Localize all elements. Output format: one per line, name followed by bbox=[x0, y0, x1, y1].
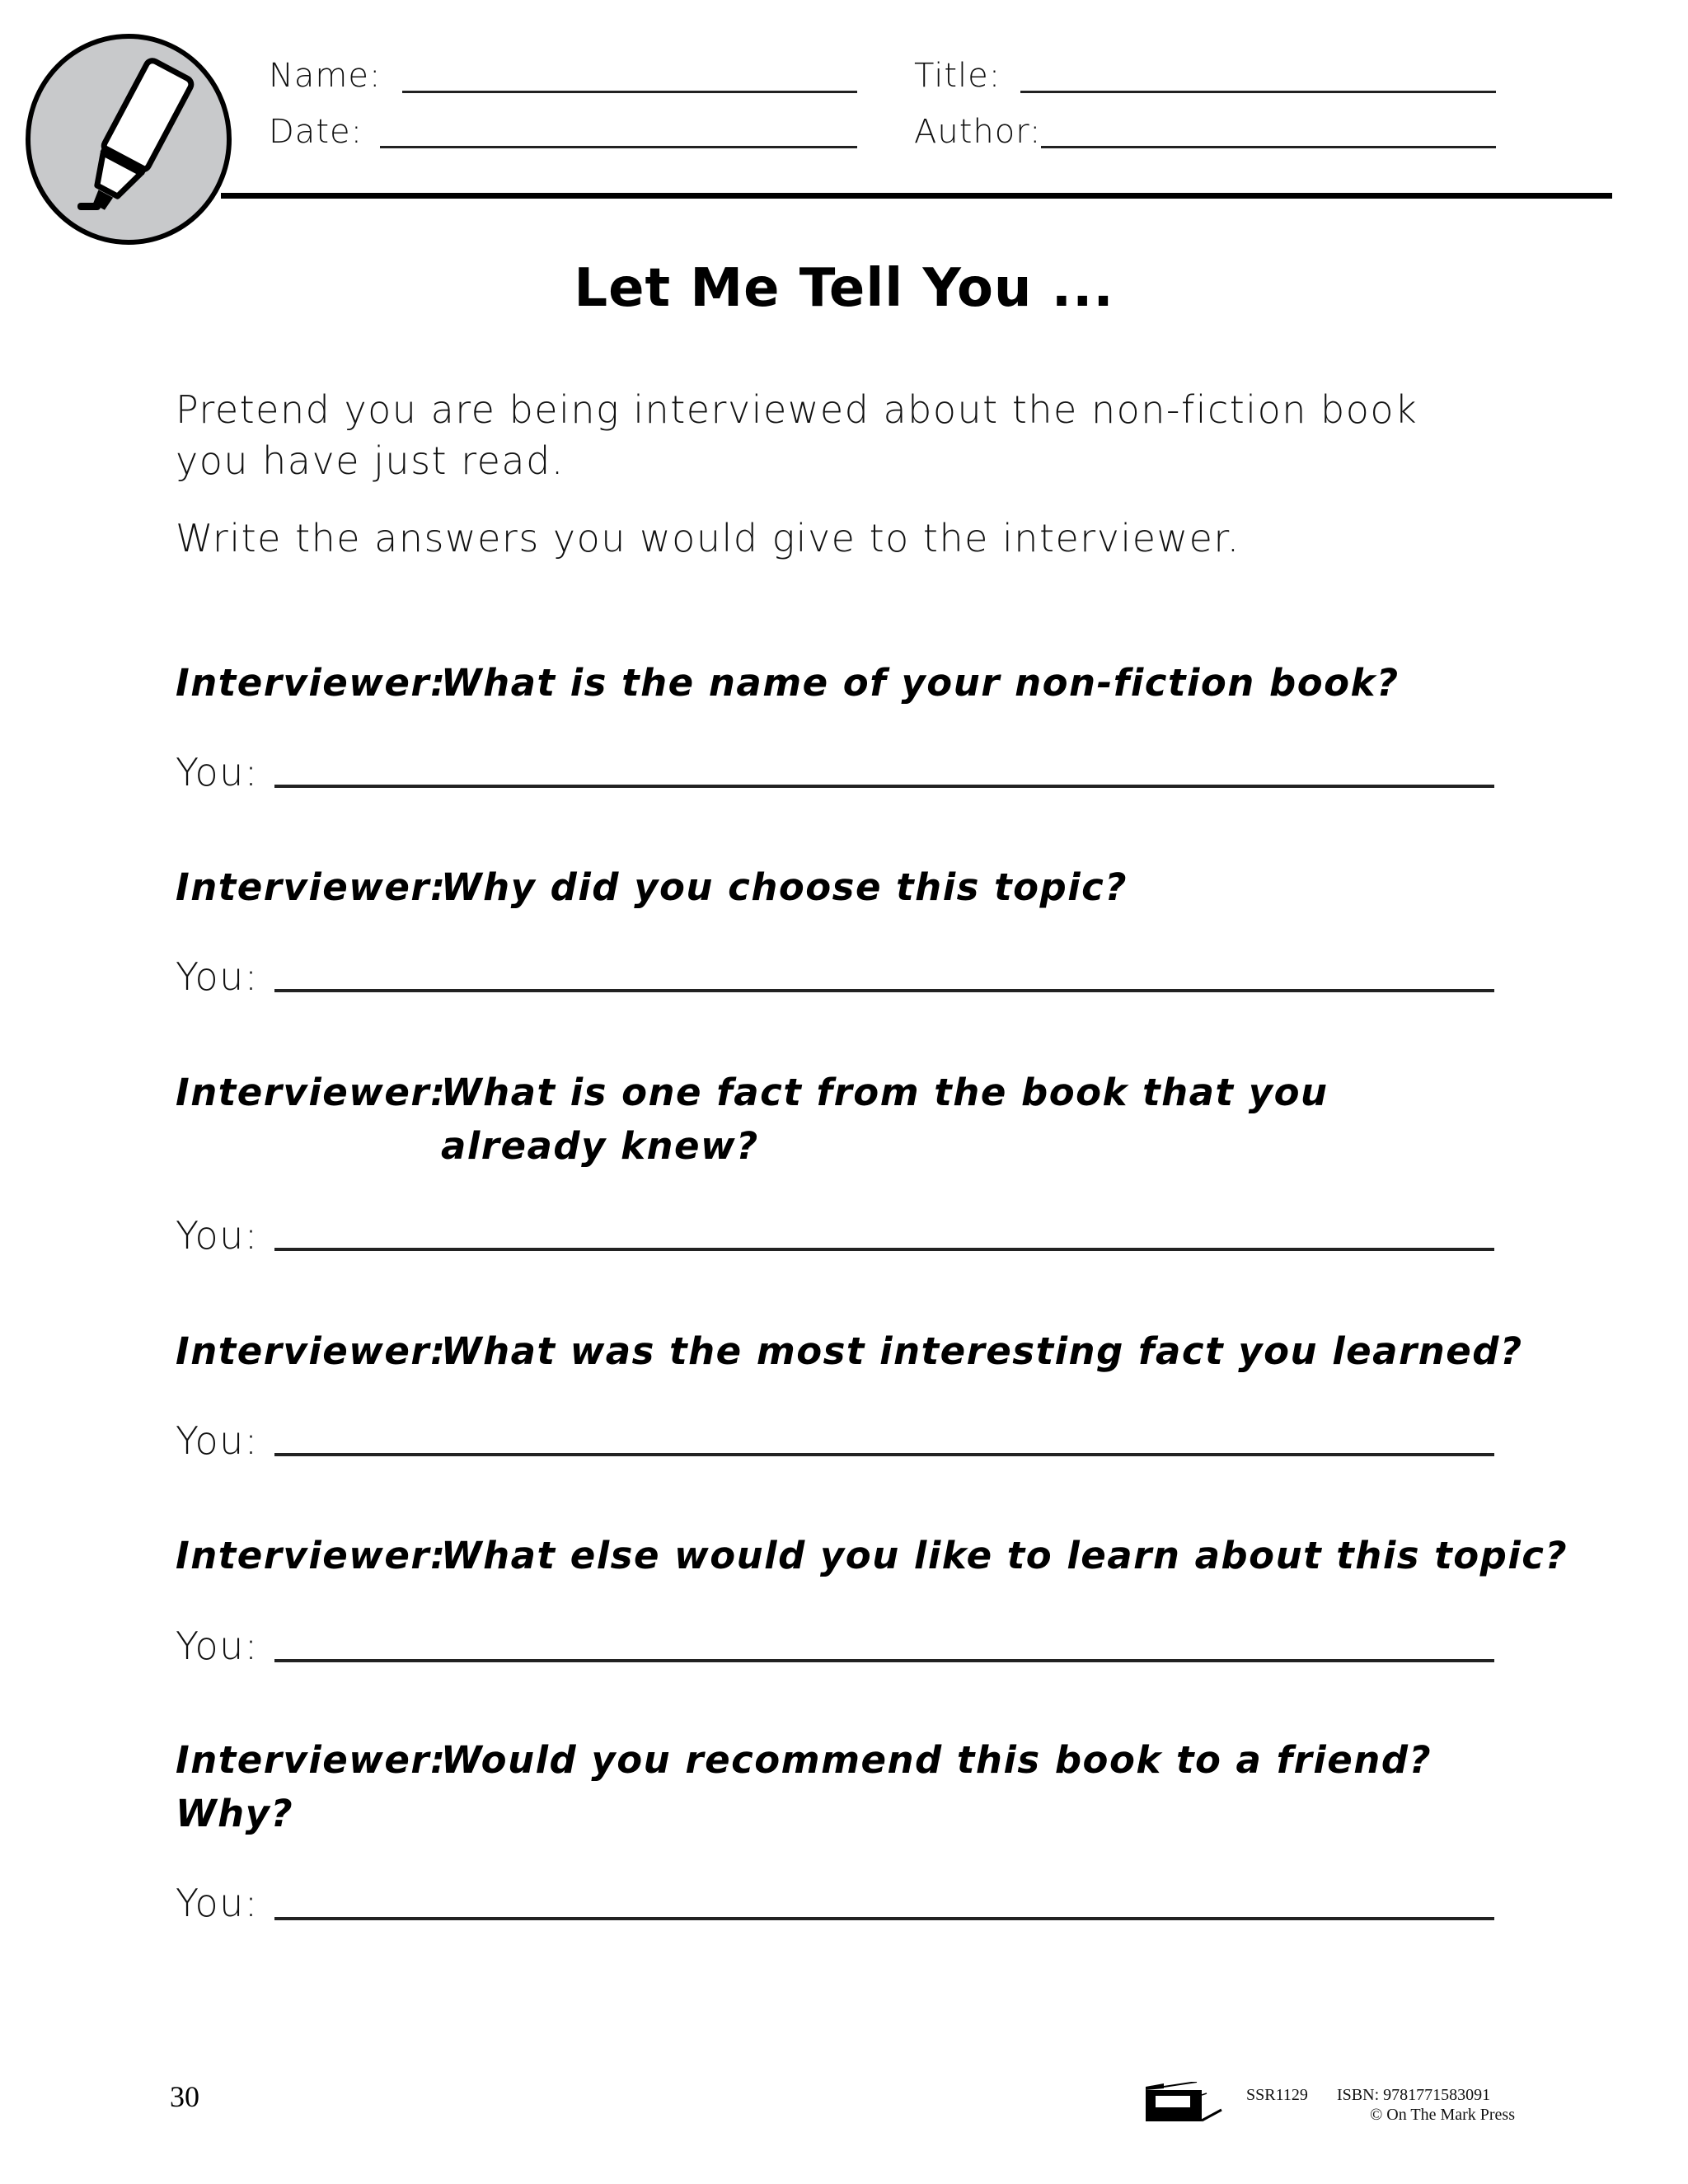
question-text: What was the most interesting fact you learned? bbox=[441, 1329, 1523, 1373]
question-2 bbox=[176, 865, 1128, 909]
interviewer-label: Interviewer: bbox=[176, 661, 447, 705]
product-code: SSR1129 bbox=[1246, 2086, 1308, 2104]
answer-field-6[interactable] bbox=[274, 1917, 1494, 1920]
question-3-continuation: already knew? bbox=[441, 1124, 759, 1168]
answer-label-4: You: bbox=[176, 1418, 259, 1463]
question-text: What else would you like to learn about this topic? bbox=[441, 1534, 1568, 1577]
answer-label-2: You: bbox=[176, 954, 259, 999]
question-text: What is the name of your non-fiction book? bbox=[441, 661, 1400, 705]
instructions-line-2: you have just read. bbox=[176, 438, 565, 483]
answer-label-5: You: bbox=[176, 1624, 259, 1668]
interviewer-label: Interviewer: bbox=[176, 1534, 447, 1577]
question-4 bbox=[176, 1329, 1523, 1373]
answer-field-4[interactable] bbox=[274, 1453, 1494, 1456]
author-label: Author: bbox=[914, 113, 1042, 151]
date-field[interactable] bbox=[380, 146, 857, 148]
instructions-line-1: Pretend you are being interviewed about the non-fiction book bbox=[176, 387, 1418, 432]
title-field[interactable] bbox=[1020, 91, 1496, 93]
answer-label-3: You: bbox=[176, 1213, 259, 1258]
instructions-line-3: Write the answers you would give to the interviewer. bbox=[176, 516, 1240, 560]
answer-field-5[interactable] bbox=[274, 1659, 1494, 1662]
author-field[interactable] bbox=[1041, 146, 1496, 148]
page-number: 30 bbox=[170, 2080, 199, 2113]
date-label: Date: bbox=[269, 113, 363, 151]
copier-icon bbox=[1144, 2082, 1225, 2123]
answer-label-1: You: bbox=[176, 750, 259, 794]
highlighter-icon bbox=[25, 33, 232, 246]
page-title: Let Me Tell You ... bbox=[574, 258, 1114, 319]
question-1 bbox=[176, 661, 1400, 705]
interviewer-label: Interviewer: bbox=[176, 865, 447, 909]
title-label: Title: bbox=[914, 57, 1001, 95]
question-6 bbox=[176, 1738, 1432, 1782]
question-text: Why did you choose this topic? bbox=[441, 865, 1128, 909]
answer-field-1[interactable] bbox=[274, 785, 1494, 788]
interviewer-label: Interviewer: bbox=[176, 1071, 447, 1114]
interviewer-label: Interviewer: bbox=[176, 1329, 447, 1373]
answer-field-2[interactable] bbox=[274, 989, 1494, 992]
question-text: What is one fact from the book that you bbox=[441, 1071, 1329, 1114]
name-field[interactable] bbox=[402, 91, 857, 93]
answer-field-3[interactable] bbox=[274, 1248, 1494, 1251]
header-rule bbox=[221, 193, 1612, 199]
copyright: © On The Mark Press bbox=[1370, 2106, 1515, 2124]
answer-label-6: You: bbox=[176, 1881, 259, 1925]
name-label: Name: bbox=[269, 57, 382, 95]
question-text: Would you recommend this book to a friend? bbox=[441, 1738, 1432, 1782]
isbn: ISBN: 9781771583091 bbox=[1337, 2086, 1491, 2104]
question-5 bbox=[176, 1534, 1568, 1577]
question-3 bbox=[176, 1071, 1329, 1114]
interviewer-label: Interviewer: bbox=[176, 1738, 447, 1782]
question-6-continuation: Why? bbox=[176, 1792, 294, 1835]
